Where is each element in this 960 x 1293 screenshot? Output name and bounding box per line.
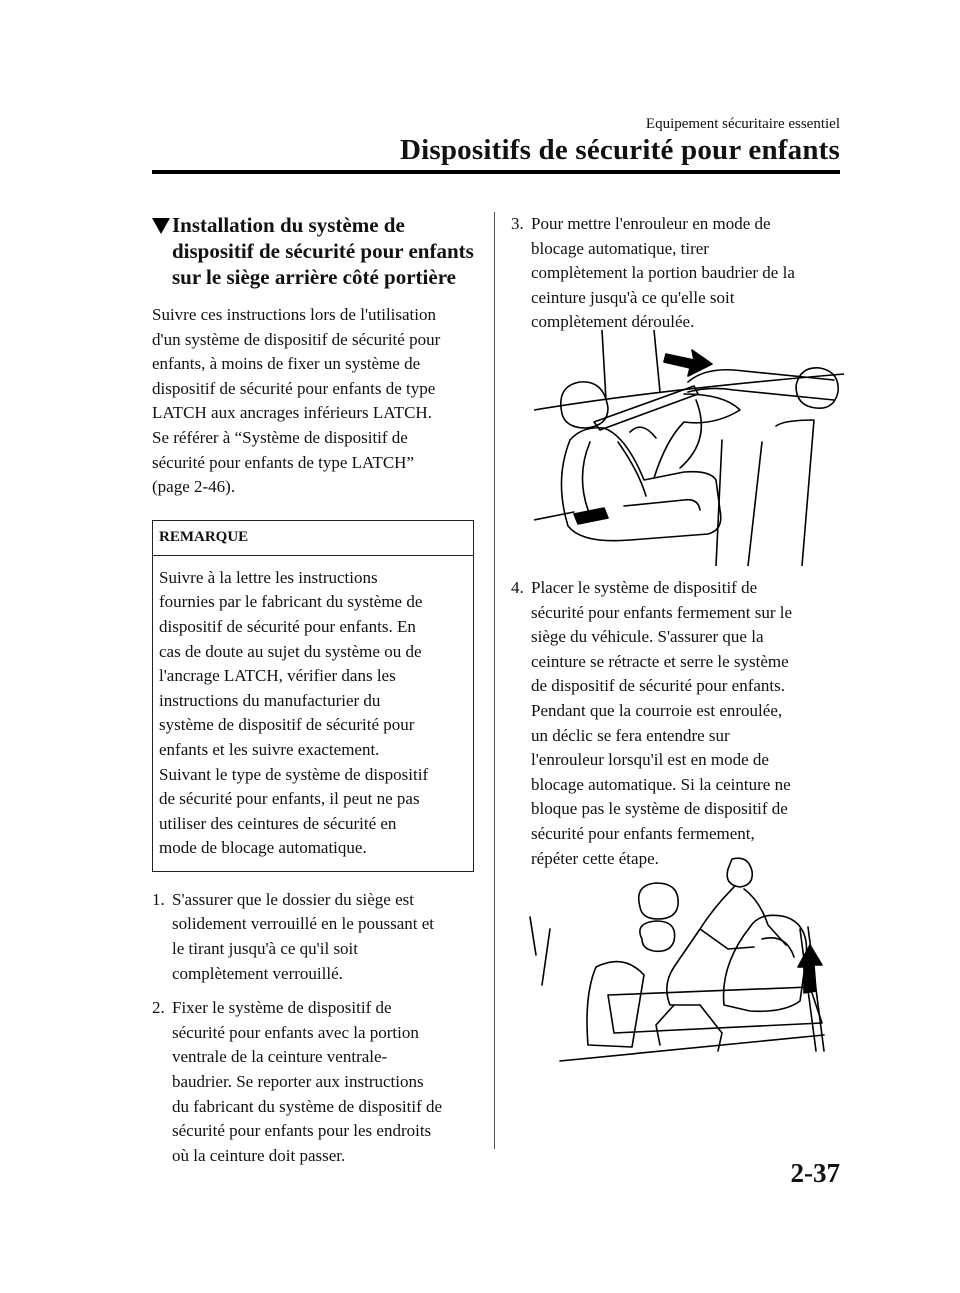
intro-paragraph <box>152 303 474 500</box>
section-heading-line: Installation du système de <box>172 213 405 237</box>
note-line: utiliser des ceintures de sécurité en <box>159 813 397 833</box>
note-line: cas de doute au sujet du système ou de <box>159 641 422 661</box>
step-number: 1. <box>152 889 165 909</box>
step-line: complètement déroulée. <box>531 312 695 332</box>
intro-line: Se référer à “Système de dispositif de <box>152 427 408 447</box>
step-item <box>152 996 474 1168</box>
step-number: 4. <box>511 578 524 597</box>
step-number: 2. <box>152 998 165 1018</box>
step-item <box>511 576 841 871</box>
note-line: instructions du manufacturier du <box>159 690 381 710</box>
section-heading-line: sur le siège arrière côté portière <box>172 265 456 289</box>
step-line: solidement verrouillé en le poussant et <box>172 914 435 934</box>
intro-line: enfants, à moins de fixer un système de <box>152 354 421 374</box>
step-line: baudrier. Se reporter aux instructions <box>172 1072 424 1092</box>
note-line: mode de blocage automatique. <box>159 838 367 858</box>
step-line: blocage automatique. Si la ceinture ne <box>531 774 791 794</box>
note-body <box>153 556 473 871</box>
step-line: ceinture se rétracte et serre le système <box>531 651 789 671</box>
step-line: complètement verrouillé. <box>172 963 343 983</box>
step-line: Fixer le système de dispositif de <box>172 998 392 1018</box>
note-line: Suivre à la lettre les instructions <box>159 567 378 587</box>
note-line: dispositif de sécurité pour enfants. En <box>159 616 416 636</box>
step-line: blocage automatique, tirer <box>531 238 709 258</box>
intro-line: dispositif de sécurité pour enfants de type <box>152 378 436 398</box>
step-line: ceinture jusqu'à ce qu'elle soit <box>531 287 735 307</box>
step-line: sécurité pour enfants fermement, <box>531 823 755 843</box>
intro-line: (page 2-46). <box>152 477 236 497</box>
note-line: enfants et les suivre exactement. <box>159 739 380 759</box>
running-header-title: Dispositifs de sécurité pour enfants <box>399 134 840 166</box>
note-line: Suivant le type de système de dispositif <box>159 764 429 784</box>
intro-line: Suivre ces instructions lors de l'utilisation <box>152 305 437 324</box>
step-item <box>511 212 841 335</box>
note-line: de sécurité pour enfants, il peut ne pas <box>159 789 420 809</box>
step-line: du fabricant du système de dispositif de <box>172 1096 443 1116</box>
note-heading: REMARQUE <box>153 521 473 556</box>
step-line: un déclic se fera entendre sur <box>531 725 730 745</box>
step-line: où la ceinture doit passer. <box>172 1145 346 1165</box>
step-number: 3. <box>511 214 524 233</box>
steps-list-left <box>152 888 474 1169</box>
intro-line: d'un système de dispositif de sécurité pour <box>152 329 441 349</box>
note-line: système de dispositif de sécurité pour <box>159 715 415 735</box>
running-header-subtitle: Equipement sécuritaire essentiel <box>645 116 840 132</box>
step-line: siège du véhicule. S'assurer que la <box>531 627 764 647</box>
step-line: l'enrouleur lorsqu'il est en mode de <box>531 750 769 770</box>
intro-line: LATCH aux ancrages inférieurs LATCH. <box>152 403 432 423</box>
step-line: sécurité pour enfants pour les endroits <box>172 1121 432 1141</box>
step-line: bloque pas le système de dispositif de <box>531 799 788 819</box>
note-line: l'ancrage LATCH, vérifier dans les <box>159 666 396 686</box>
step-line: complètement la portion baudrier de la <box>531 263 795 283</box>
seatbelt-pull-illustration <box>534 330 844 566</box>
right-column <box>511 212 841 345</box>
left-column <box>152 212 474 1178</box>
header-rule <box>152 170 840 174</box>
child-seat-install-illustration <box>524 855 834 1063</box>
triangle-bullet-icon <box>152 218 170 234</box>
step-line: S'assurer que le dossier du siège est <box>172 889 414 909</box>
step-item <box>152 888 474 986</box>
intro-line: sécurité pour enfants de type LATCH” <box>152 452 414 472</box>
step-line: Pour mettre l'enrouleur en mode de <box>531 214 771 233</box>
step-line: ventrale de la ceinture ventrale- <box>172 1047 388 1067</box>
section-heading-line: dispositif de sécurité pour enfants <box>172 239 474 263</box>
page-number: 2-37 <box>790 1158 840 1188</box>
step-line: sécurité pour enfants avec la portion <box>172 1022 419 1042</box>
note-box <box>152 520 474 872</box>
section-heading <box>152 212 474 290</box>
note-line: fournies par le fabricant du système de <box>159 592 423 612</box>
step-line: de dispositif de sécurité pour enfants. <box>531 676 785 696</box>
step-line: Pendant que la courroie est enroulée, <box>531 700 783 720</box>
step-line: Placer le système de dispositif de <box>531 578 758 597</box>
step-line: sécurité pour enfants fermement sur le <box>531 602 793 622</box>
step-line: le tirant jusqu'à ce qu'il soit <box>172 939 359 959</box>
column-divider <box>494 212 495 1149</box>
step-line: répéter cette étape. <box>531 848 659 868</box>
